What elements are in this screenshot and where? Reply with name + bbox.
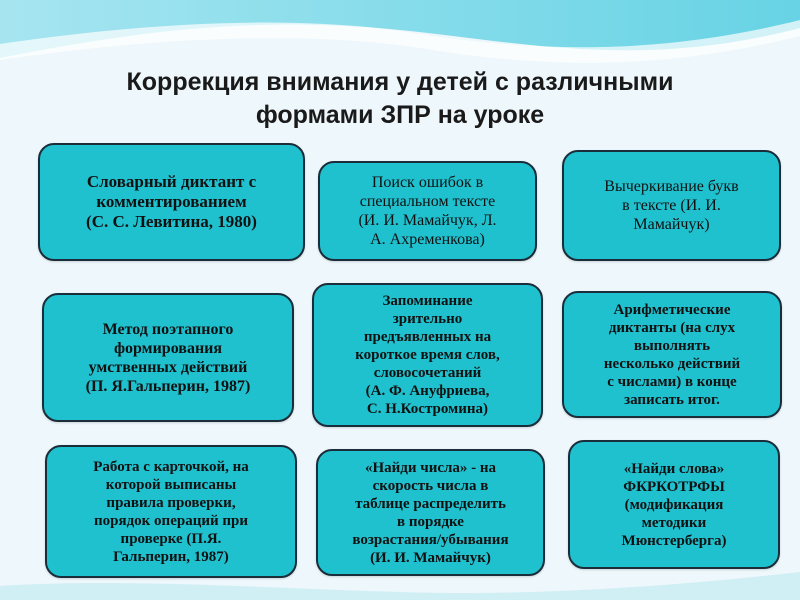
card-slovarny-diktant: Словарный диктант с комментированием (С. С. Левитина, 1980) <box>38 143 305 261</box>
card-poisk-oshibok: Поиск ошибок в специальном тексте (И. И. Мамайчук, Л. А. Ахременкова) <box>318 161 537 261</box>
slide-title <box>60 66 740 132</box>
card-zapominanie: Запоминание зрительно предъявленных на короткое время слов, словосочетаний (А. Ф. Ануфриева, С. Н.Костромина) <box>312 283 543 427</box>
card-naydi-slova: «Найди слова» ФКРКОТРФЫ (модификация методики Мюнстерберга) <box>568 440 780 569</box>
card-rabota-s-kartochkoy: Работа с карточкой, на которой выписаны правила проверки, порядок операций при проверке (П.Я. Гальперин, 1987) <box>45 445 297 578</box>
slide-title-line-2: формами ЗПР на уроке <box>255 101 545 129</box>
card-arifmeticheskie-diktanty: Арифметические диктанты (на слух выполнять несколько действий с числами) в конце записать итог. <box>562 291 782 418</box>
card-metod-poetapnogo: Метод поэтапного формирования умственных действий (П. Я.Гальперин, 1987) <box>42 293 294 422</box>
slide-title-line-1: Коррекция внимания у детей с различными <box>126 68 674 96</box>
card-vycherkivanie-bukv: Вычеркивание букв в тексте (И. И. Мамайчук) <box>562 150 781 261</box>
card-naydi-chisla: «Найди числа» - на скорость числа в таблице распределить в порядке возрастания/убывания (И. И. Мамайчук) <box>316 449 545 576</box>
